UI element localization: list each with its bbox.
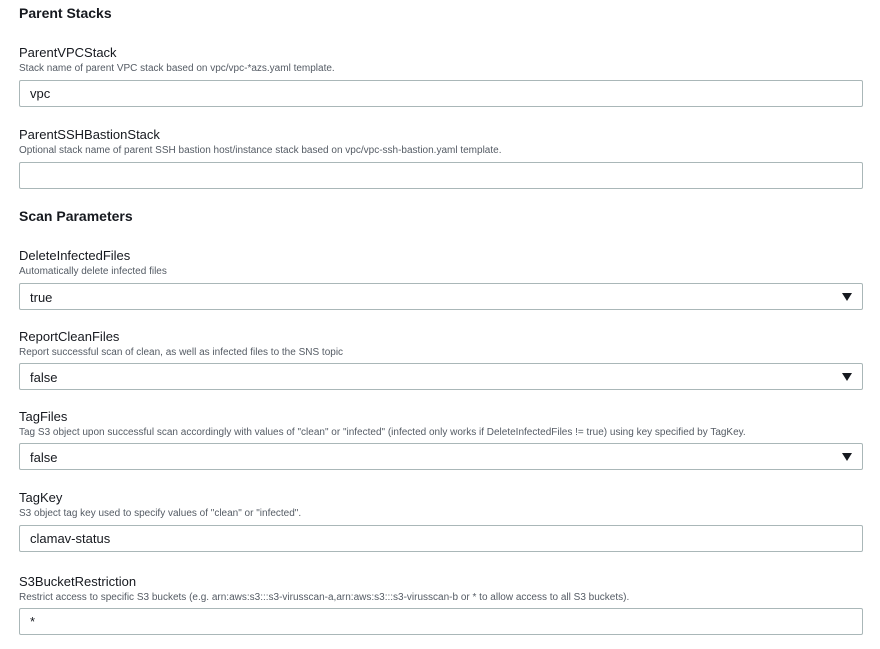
- delete-infected-files-select[interactable]: [19, 283, 863, 310]
- field-description-tag-files: Tag S3 object upon successful scan accordingly with values of "clean" or "infected" (infected only works if DeleteInfectedFiles != true) using key specified by TagKey.: [19, 427, 746, 438]
- tag-files-selected-value: false: [30, 450, 58, 465]
- section-title-scan-parameters: Scan Parameters: [19, 208, 133, 224]
- field-label-parent-vpc-stack: ParentVPCStack: [19, 45, 117, 60]
- report-clean-files-select[interactable]: [19, 363, 863, 390]
- parent-ssh-bastion-stack-input[interactable]: [19, 162, 863, 189]
- caret-down-icon: [842, 293, 852, 301]
- field-description-parent-vpc-stack: Stack name of parent VPC stack based on vpc/vpc-*azs.yaml template.: [19, 63, 335, 74]
- field-description-parent-ssh-bastion-stack: Optional stack name of parent SSH bastion host/instance stack based on vpc/vpc-ssh-bastion.yaml template.: [19, 145, 502, 156]
- field-description-report-clean-files: Report successful scan of clean, as well as infected files to the SNS topic: [19, 347, 344, 358]
- field-label-tag-key: TagKey: [19, 490, 63, 505]
- field-label-tag-files: TagFiles: [19, 409, 68, 424]
- field-label-delete-infected-files: DeleteInfectedFiles: [19, 248, 131, 263]
- tag-files-select[interactable]: [19, 443, 863, 470]
- s3-bucket-restriction-input[interactable]: [19, 608, 863, 635]
- caret-down-icon: [842, 373, 852, 381]
- report-clean-files-selected-value: false: [30, 370, 58, 385]
- field-label-parent-ssh-bastion-stack: ParentSSHBastionStack: [19, 127, 160, 142]
- field-description-delete-infected-files: Automatically delete infected files: [19, 266, 167, 277]
- parent-vpc-stack-input[interactable]: [19, 80, 863, 107]
- caret-down-icon: [842, 453, 852, 461]
- field-description-tag-key: S3 object tag key used to specify values of "clean" or "infected".: [19, 508, 302, 519]
- field-label-s3-bucket-restriction: S3BucketRestriction: [19, 574, 137, 589]
- field-description-s3-bucket-restriction: Restrict access to specific S3 buckets (e.g. arn:aws:s3:::s3-virusscan-a,arn:aws:s3:::s3-virusscan-b or * to allow access to all S3 buckets).: [19, 592, 630, 603]
- section-title-parent-stacks: Parent Stacks: [19, 5, 112, 21]
- field-label-report-clean-files: ReportCleanFiles: [19, 329, 120, 344]
- delete-infected-files-selected-value: true: [30, 290, 53, 305]
- tag-key-input[interactable]: [19, 525, 863, 552]
